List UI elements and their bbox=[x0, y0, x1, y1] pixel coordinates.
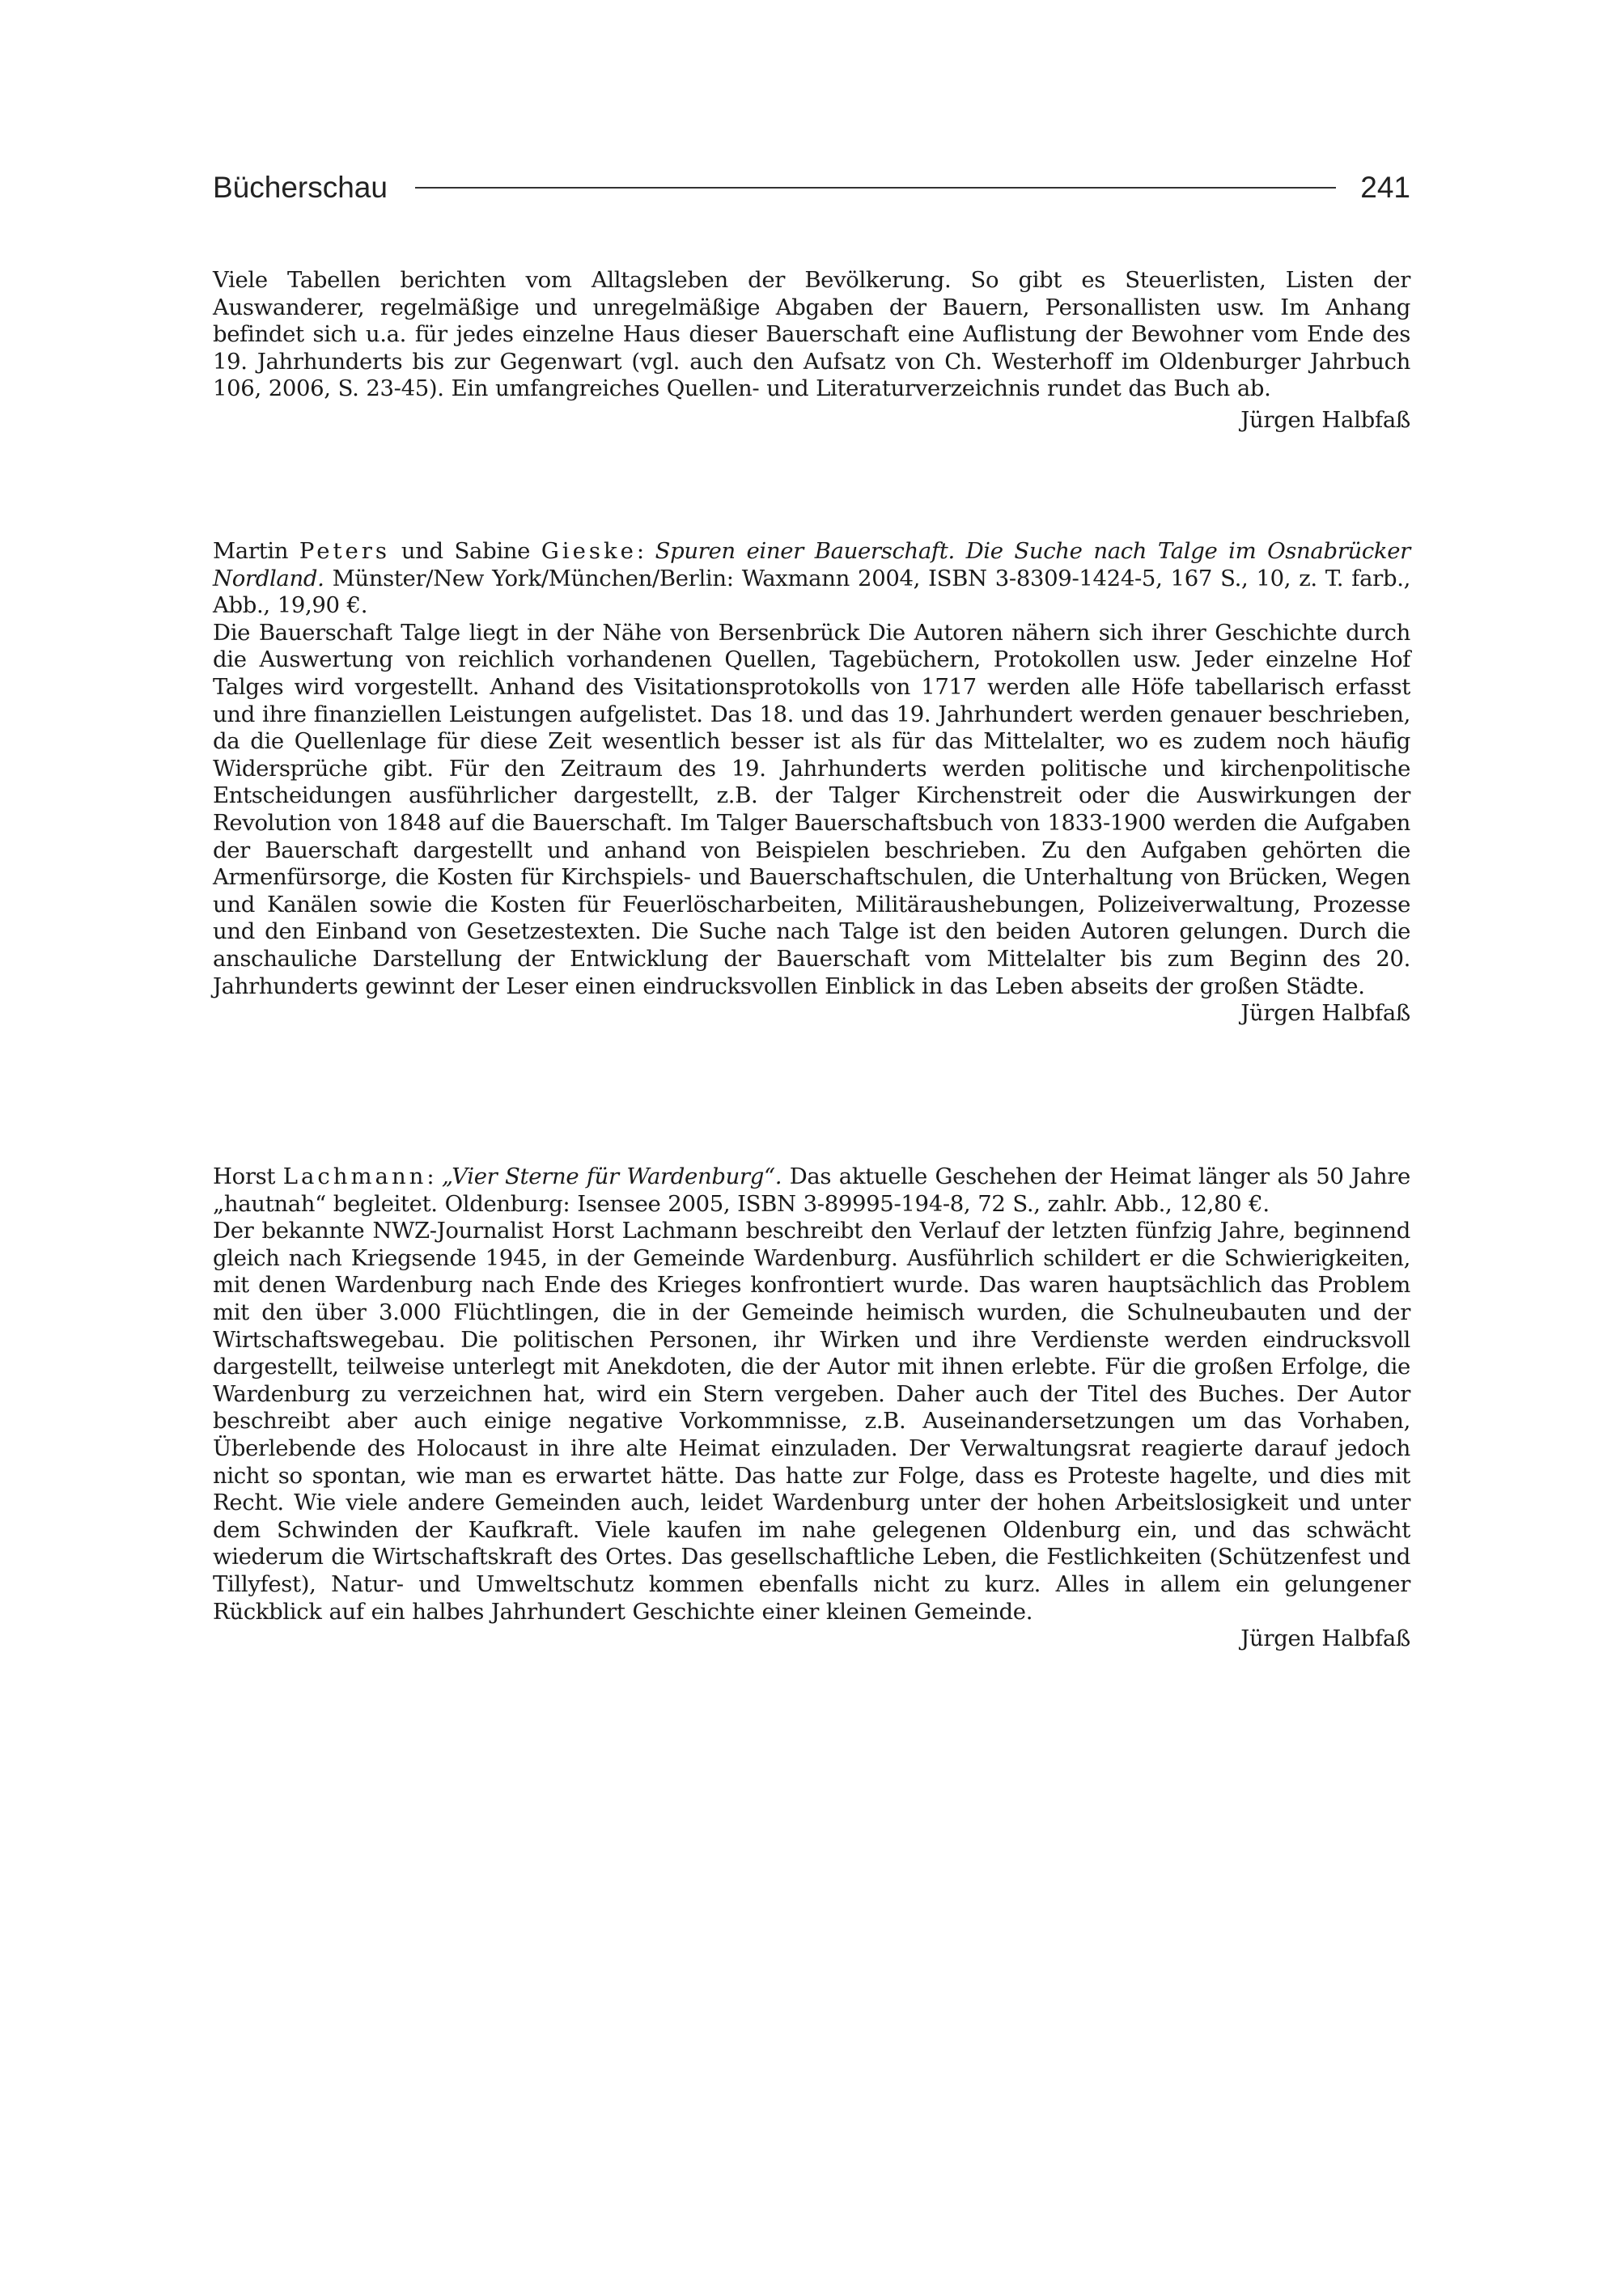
reviewer-signature: Jürgen Halbfaß bbox=[1240, 1000, 1410, 1027]
author-connector: und Sabine bbox=[401, 538, 531, 564]
publication-details: Das aktuelle Geschehen der Heimat länger als 50 Jahre „hautnah“ begleitet. Oldenburg: Isensee 2005, ISBN 3-89995-194-8, 72 S., zahlr. Abb., 12,80 €. bbox=[213, 1163, 1410, 1217]
publication-details: Münster/New York/München/Berlin: Waxmann 2004, ISBN 3-8309-1424-5, 167 S., 10, z. T. farb., Abb., 19,90 €. bbox=[213, 565, 1410, 619]
citation-colon: : bbox=[426, 1163, 435, 1189]
citation-colon: : bbox=[636, 538, 644, 564]
book-title: Spuren einer Bauerschaft. Die Suche nach Talge im Osnabrücker Nordland. bbox=[213, 538, 1410, 591]
review-paragraph: Die Bauerschaft Talge liegt in der Nähe von Bersenbrück Die Autoren nähern sich ihrer Geschichte durch die Auswertung von reichlich vorhandenen Quellen, Tagebüchern, Protokollen usw. Jeder einzelne Hof Talges wird vorgestellt. Anhand des Visitationsprotokolls von 1717 werden alle Höfe tabellarisch erfasst und ihre finanziellen Leistungen aufgelistet. Das 18. und das 19. Jahrhundert werden genauer beschrieben, da die Quellenlage für diese Zeit wesentlich besser ist als für das Mittelalter, wo es zudem noch häufig Widersprüche gibt. Für den Zeitraum des 19. Jahrhunderts werden politische und kirchenpolitische Entscheidungen ausführlicher dargestellt, z.B. der Talger Kirchenstreit oder die Auswirkungen der Revolution von 1848 auf die Bauerschaft. Im Talger Bauerschaftsbuch von 1833-1900 werden die Aufgaben der Bauerschaft dargestellt und anhand von Beispielen beschrieben. Zu den Aufgaben gehörten die Armenfürsorge, die Kosten für Kirchspiels- und Bauerschaftschulen, die Unterhaltung von Brücken, Wegen und Kanälen sowie die Kosten für Feuerlöscharbeiten, Militäraushebungen, Polizeiverwaltung, Prozesse und den Einband von Gesetzestexten. Die Suche nach Talge ist den beiden Autoren gelungen. Durch die anschauliche Darstellung der Entwicklung der Bauerschaft vom Mittelalter bis zum Beginn des 20. Jahrhunderts gewinnt der Leser einen eindrucksvollen Einblick in das Leben abseits der großen Städte. bbox=[213, 619, 1410, 999]
page-number: 241 bbox=[1360, 171, 1410, 204]
page bbox=[213, 0, 1410, 2293]
review-paragraph: Der bekannte NWZ-Journalist Horst Lachmann beschreibt den Verlauf der letzten fünfzig Jahre, beginnend gleich nach Kriegsende 1945, in der Gemeinde Wardenburg. Ausführlich schildert er die Schwierigkeiten, mit denen Wardenburg nach Ende des Krieges konfrontiert wurde. Das waren hauptsächlich das Problem mit den über 3.000 Flüchtlingen, die in der Gemeinde heimisch wurden, die Schulneubauten und der Wirtschaftswegebau. Die politischen Personen, ihr Wirken und ihre Verdienste werden eindrucksvoll dargestellt, teilweise unterlegt mit Anekdoten, die der Autor mit ihnen erlebte. Für die großen Erfolge, die Wardenburg zu verzeichnen hat, wird ein Stern vergeben. Daher auch der Titel des Buches. Der Autor beschreibt aber auch einige negative Vorkommnisse, z.B. Auseinandersetzungen um das Vorhaben, Überlebende des Holocaust in ihre alte Heimat einzuladen. Der Verwaltungsrat reagierte darauf jedoch nicht so spontan, wie man es erwartet hätte. Das hatte zur Folge, dass es Proteste hagelte, und dies mit Recht. Wie viele andere Gemeinden auch, leidet Wardenburg unter der hohen Arbeitslosigkeit und unter dem Schwinden der Kaufkraft. Viele kaufen im nahe gelegenen Oldenburg ein, und das schwächt wiederum die Wirtschaftskraft des Ortes. Das gesellschaftliche Leben, die Festlichkeiten (Schützenfest und Tillyfest), Natur- und Umweltschutz kommen ebenfalls nicht zu kurz. Alles in allem ein gelungener Rückblick auf ein halbes Jahrhundert Geschichte einer kleinen Gemeinde. bbox=[213, 1218, 1410, 1625]
section-title: Bücherschau bbox=[213, 171, 388, 204]
review-talge bbox=[213, 538, 1410, 1028]
author-first-name: Martin bbox=[213, 538, 289, 564]
review-wardenburg bbox=[213, 1163, 1410, 1653]
header-rule bbox=[415, 187, 1336, 189]
book-citation bbox=[213, 1163, 1410, 1218]
review-continuation bbox=[213, 267, 1410, 434]
book-citation bbox=[213, 538, 1410, 620]
reviewer-signature: Jürgen Halbfaß bbox=[1240, 406, 1410, 433]
book-title: „Vier Sterne für Wardenburg“. bbox=[441, 1163, 782, 1189]
running-header bbox=[213, 163, 1410, 212]
author-last-name: Lachmann bbox=[282, 1163, 427, 1189]
reviewer-signature: Jürgen Halbfaß bbox=[1240, 1625, 1410, 1652]
author-last-name: Gieske bbox=[541, 538, 637, 564]
author-last-name: Peters bbox=[299, 538, 391, 564]
author-first-name: Horst bbox=[213, 1163, 276, 1189]
review-paragraph: Viele Tabellen berichten vom Alltagsleben der Bevölkerung. So gibt es Steuerlisten, Listen der Auswanderer, regelmäßige und unregelmäßige Abgaben der Bauern, Personallisten usw. Im Anhang befindet sich u.a. für jedes einzelne Haus dieser Bauerschaft eine Auflistung der Bewohner vom Ende des 19. Jahrhunderts bis zur Gegenwart (vgl. auch den Aufsatz von Ch. Westerhoff im Oldenburger Jahrbuch 106, 2006, S. 23-45). Ein umfangreiches Quellen- und Literaturverzeichnis rundet das Buch ab. bbox=[213, 267, 1410, 402]
